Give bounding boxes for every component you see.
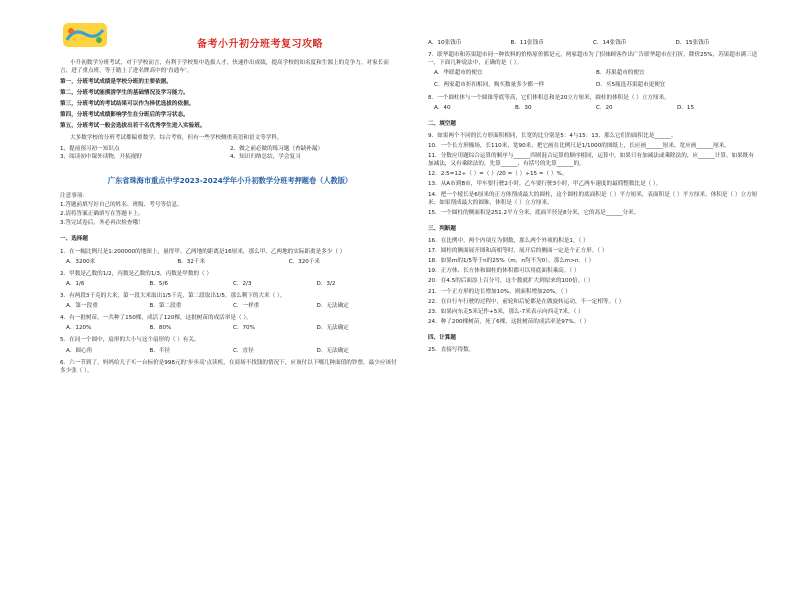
option[interactable]: B．5/6	[149, 280, 168, 287]
option[interactable]: D．15张钱币	[675, 40, 710, 46]
tip-3: 3、阅读初中课外读物，开拓视野	[60, 154, 142, 161]
section-judge: 三、判断题	[428, 225, 456, 232]
option[interactable]: B．苏果超市的便宜	[596, 70, 645, 77]
note-1: 1.答题前填写好自己的姓名、班级、考号等信息。	[60, 202, 183, 209]
option[interactable]: B．32千米	[177, 258, 206, 265]
option[interactable]: C．14张钱币	[593, 40, 627, 46]
question-14: 14．把一个棱长是6厘米的正方体削成最大的圆柱，这个圆柱的底面积是（ ）平方厘米，表面积是（ ）平方厘米，体积是（ ）立方厘米；如果削成最大的圆锥，体积是（ ）立方厘米。	[428, 191, 758, 206]
question-2-options	[66, 280, 400, 288]
right-column	[428, 0, 758, 600]
judge-item: 22．在自行车行驶的过程中，前轮和后轮都是在做旋转运动，不一定相等。（ ）	[428, 298, 625, 305]
option[interactable]: C．320千米	[288, 258, 321, 265]
option[interactable]: D．无法确定	[316, 303, 349, 310]
question-1: 1．在一幅比例尺是1:200000的地图上，量得甲、乙两地的距离是16厘米，那么甲、乙两地的实际距离是多少（ ）	[60, 248, 346, 255]
point-5: 第五，分班考试一般会选拔出若干名优秀学生进入实验班。	[60, 123, 206, 130]
question-1-options	[66, 258, 400, 266]
option[interactable]: D．3/2	[316, 280, 336, 287]
point-1: 第一，分班考试成绩是学校分班的主要依据。	[60, 78, 172, 85]
question-25: 25．直接写得数。	[428, 347, 475, 354]
question-5: 5．在同一个圆中，扇形的大小与这个扇形的（ ）有关。	[60, 337, 200, 344]
question-7-options	[434, 69, 758, 77]
question-9: 9．如果两个不同的长方形面积相同，长宽的比分别是5：4与15：13，那么它们的面积比是______。	[428, 132, 677, 139]
judge-item: 17．圆柱的侧面展开图和高相等时，展开后的侧面一定是个正方形。（ ）	[428, 248, 608, 255]
option[interactable]: C．一样重	[233, 303, 260, 310]
question-7: 7．联华超市和苏果超市同一种饮料的价格原价都是元，两家超市为了招徕顾客作出广告联华超市在打折，降价25%，苏果超市满三送一，下面几种说法中，正确的是（ ）。	[428, 52, 758, 67]
section-choice: 一、选择题	[60, 236, 88, 243]
question-8-options	[434, 104, 758, 112]
section-calc: 四、计算题	[428, 334, 456, 341]
option[interactable]: B．半径	[149, 347, 171, 354]
question-2: 2．甲数是乙数的1/2，丙数是乙数的1/3，丙数是甲数的（ ）	[60, 270, 212, 277]
option[interactable]: A．1/6	[66, 280, 85, 287]
question-8: 8．一个圆柱体与一个圆锥等底等高，它们体积总和是20立方厘米，圆柱的体积是（ ）立方厘米。	[428, 94, 670, 101]
exam-title: 广东省珠海市重点中学2023-2024学年小升初数学分班考押题卷（人教版）	[107, 175, 353, 185]
question-13: 13．从A市到B市，甲车要行驶2小时，乙车要行驶3小时，甲乙两车速度的最简整数比是（ ）。	[428, 181, 662, 188]
option[interactable]: D．15	[677, 104, 695, 111]
option[interactable]: A．圆心角	[66, 347, 93, 354]
option[interactable]: D．无法确定	[316, 325, 349, 332]
option[interactable]: D．买5瓶选苏果超市更便宜	[596, 82, 666, 89]
tips-intro: 大多数学校的分班考试都偏重数学，综合考察，但有一些学校侧重英语和语文等学科。	[70, 135, 283, 142]
tip-4: 4、知识归纳总结，学会复习	[230, 154, 301, 161]
judge-item: 19．正方体、长方体和圆柱的体积都可以用底面积乘高。（ ）	[428, 268, 580, 275]
question-11: 11．分数应用题综合运算的顺序与______四则混合运算的顺序相同，运算中，如果只有加减法或乘除法的，应______计算，如果既有加减法，又有乘除法的，先算______，有括号的先算______的。	[428, 153, 754, 168]
tips-list	[60, 145, 400, 161]
option[interactable]: A．3200米	[66, 258, 96, 265]
option[interactable]: A．第一段重	[66, 303, 98, 310]
question-6: 6．六一节到了，妈妈给儿子买一台标价是998元的‘步步高’点读机，在商场不找钱的情况下，应该付以下哪几种面值的钞票，最少应该付多少张（ ）。	[60, 359, 397, 374]
option[interactable]: B．第二段重	[149, 303, 182, 310]
question-4: 4．有一批树苗，一共种了150棵，成活了120棵，这批树苗的成活率是（ ）。	[60, 315, 252, 322]
judge-item: 20．在4.5的后面添上百分号，这个数就扩大到原来的100倍。（ ）	[428, 278, 594, 285]
point-2: 第二，分班考试能摸清学生的基础情况及学习能力。	[60, 89, 189, 96]
note-3: 3.答完试卷后，务必再次检查哦！	[60, 220, 144, 227]
option[interactable]: A．120%	[66, 325, 92, 332]
note-2: 2.请将答案正确填写在答题卡上。	[60, 211, 144, 218]
option[interactable]: B．30	[515, 104, 532, 111]
option[interactable]: B．80%	[149, 325, 172, 332]
option[interactable]: B．11张钱币	[510, 40, 544, 46]
option[interactable]: A．10张钱币	[428, 40, 462, 46]
question-6-options	[428, 39, 758, 47]
question-3: 3．有两段3千克的大米，第一段大米取出1/5千克，第二段取出1/5，那么剩下的大米（ ）。	[60, 293, 286, 300]
question-3-options	[66, 302, 400, 310]
question-7-options-2	[434, 81, 758, 89]
question-10: 10．一个长方形操场，长110米，宽90米，把它画在比例尺是1/1000的图纸上，长应画______厘米，宽应画______厘米。	[428, 142, 730, 149]
notes-heading: 注意事项：	[60, 193, 88, 200]
option[interactable]: A．40	[434, 104, 451, 111]
judge-item: 21．一个正方形的边长增加10%，则面积增加20%。（ ）	[428, 288, 571, 295]
question-4-options	[66, 324, 400, 332]
point-3: 第三，分班考试的考试结果可以作为择优选拔的依据。	[60, 100, 195, 107]
judge-item: 24．种了200棵树苗，死了6棵，这批树苗的成活率是97%。（ ）	[428, 318, 590, 325]
judge-item: 16．在比例中，两个内项互为倒数，那么两个外项的积是1。（ ）	[428, 237, 589, 244]
intro-paragraph: 小升初数学分班考试，对于学校而言，有利于学校集中选拔人才，快速作出成绩，提高学校的知名度和生源上的竞争力。对家长而言，进了重点班，等于踏上了进名牌高中的‘直通车’。	[60, 59, 389, 74]
point-4: 第四，分班考试成绩影响学生在分班后的学习状态。	[60, 112, 189, 119]
document-title: 备考小升初分班考复习攻略	[197, 39, 323, 50]
left-column	[60, 0, 400, 562]
question-5-options	[66, 347, 400, 355]
option[interactable]: C．20	[596, 104, 613, 111]
option[interactable]: C．两家超市折扣相同，购买数量多少都一样	[434, 82, 545, 89]
tip-2: 2、做之前必做的练习题（查缺补漏）	[230, 146, 324, 153]
option[interactable]: C．直径	[233, 347, 254, 354]
judge-item: 23．如果向东走5米记作+5米，那么-7米表示向西走7米。（ ）	[428, 308, 584, 315]
tip-1: 1、提前预习初一知识点	[60, 146, 120, 153]
option[interactable]: D．无法确定	[316, 347, 349, 354]
question-15: 15．一个圆柱的侧面积是251.2平方分米，底面半径是8分米，它的高是______分米。	[428, 209, 640, 216]
judge-item: 18．如果m的1/5等于n的25%（m，n均不为0），那么m>n。（ ）	[428, 258, 595, 265]
option[interactable]: A．华联超市的便宜	[434, 70, 483, 77]
question-12: 12．2:5=12÷（ ）=（ ）/20 =（ ）÷15 =（ ）%。	[428, 171, 568, 178]
option[interactable]: C．70%	[233, 325, 255, 332]
option[interactable]: C．2/3	[233, 280, 252, 287]
section-fill: 二、填空题	[428, 120, 456, 127]
